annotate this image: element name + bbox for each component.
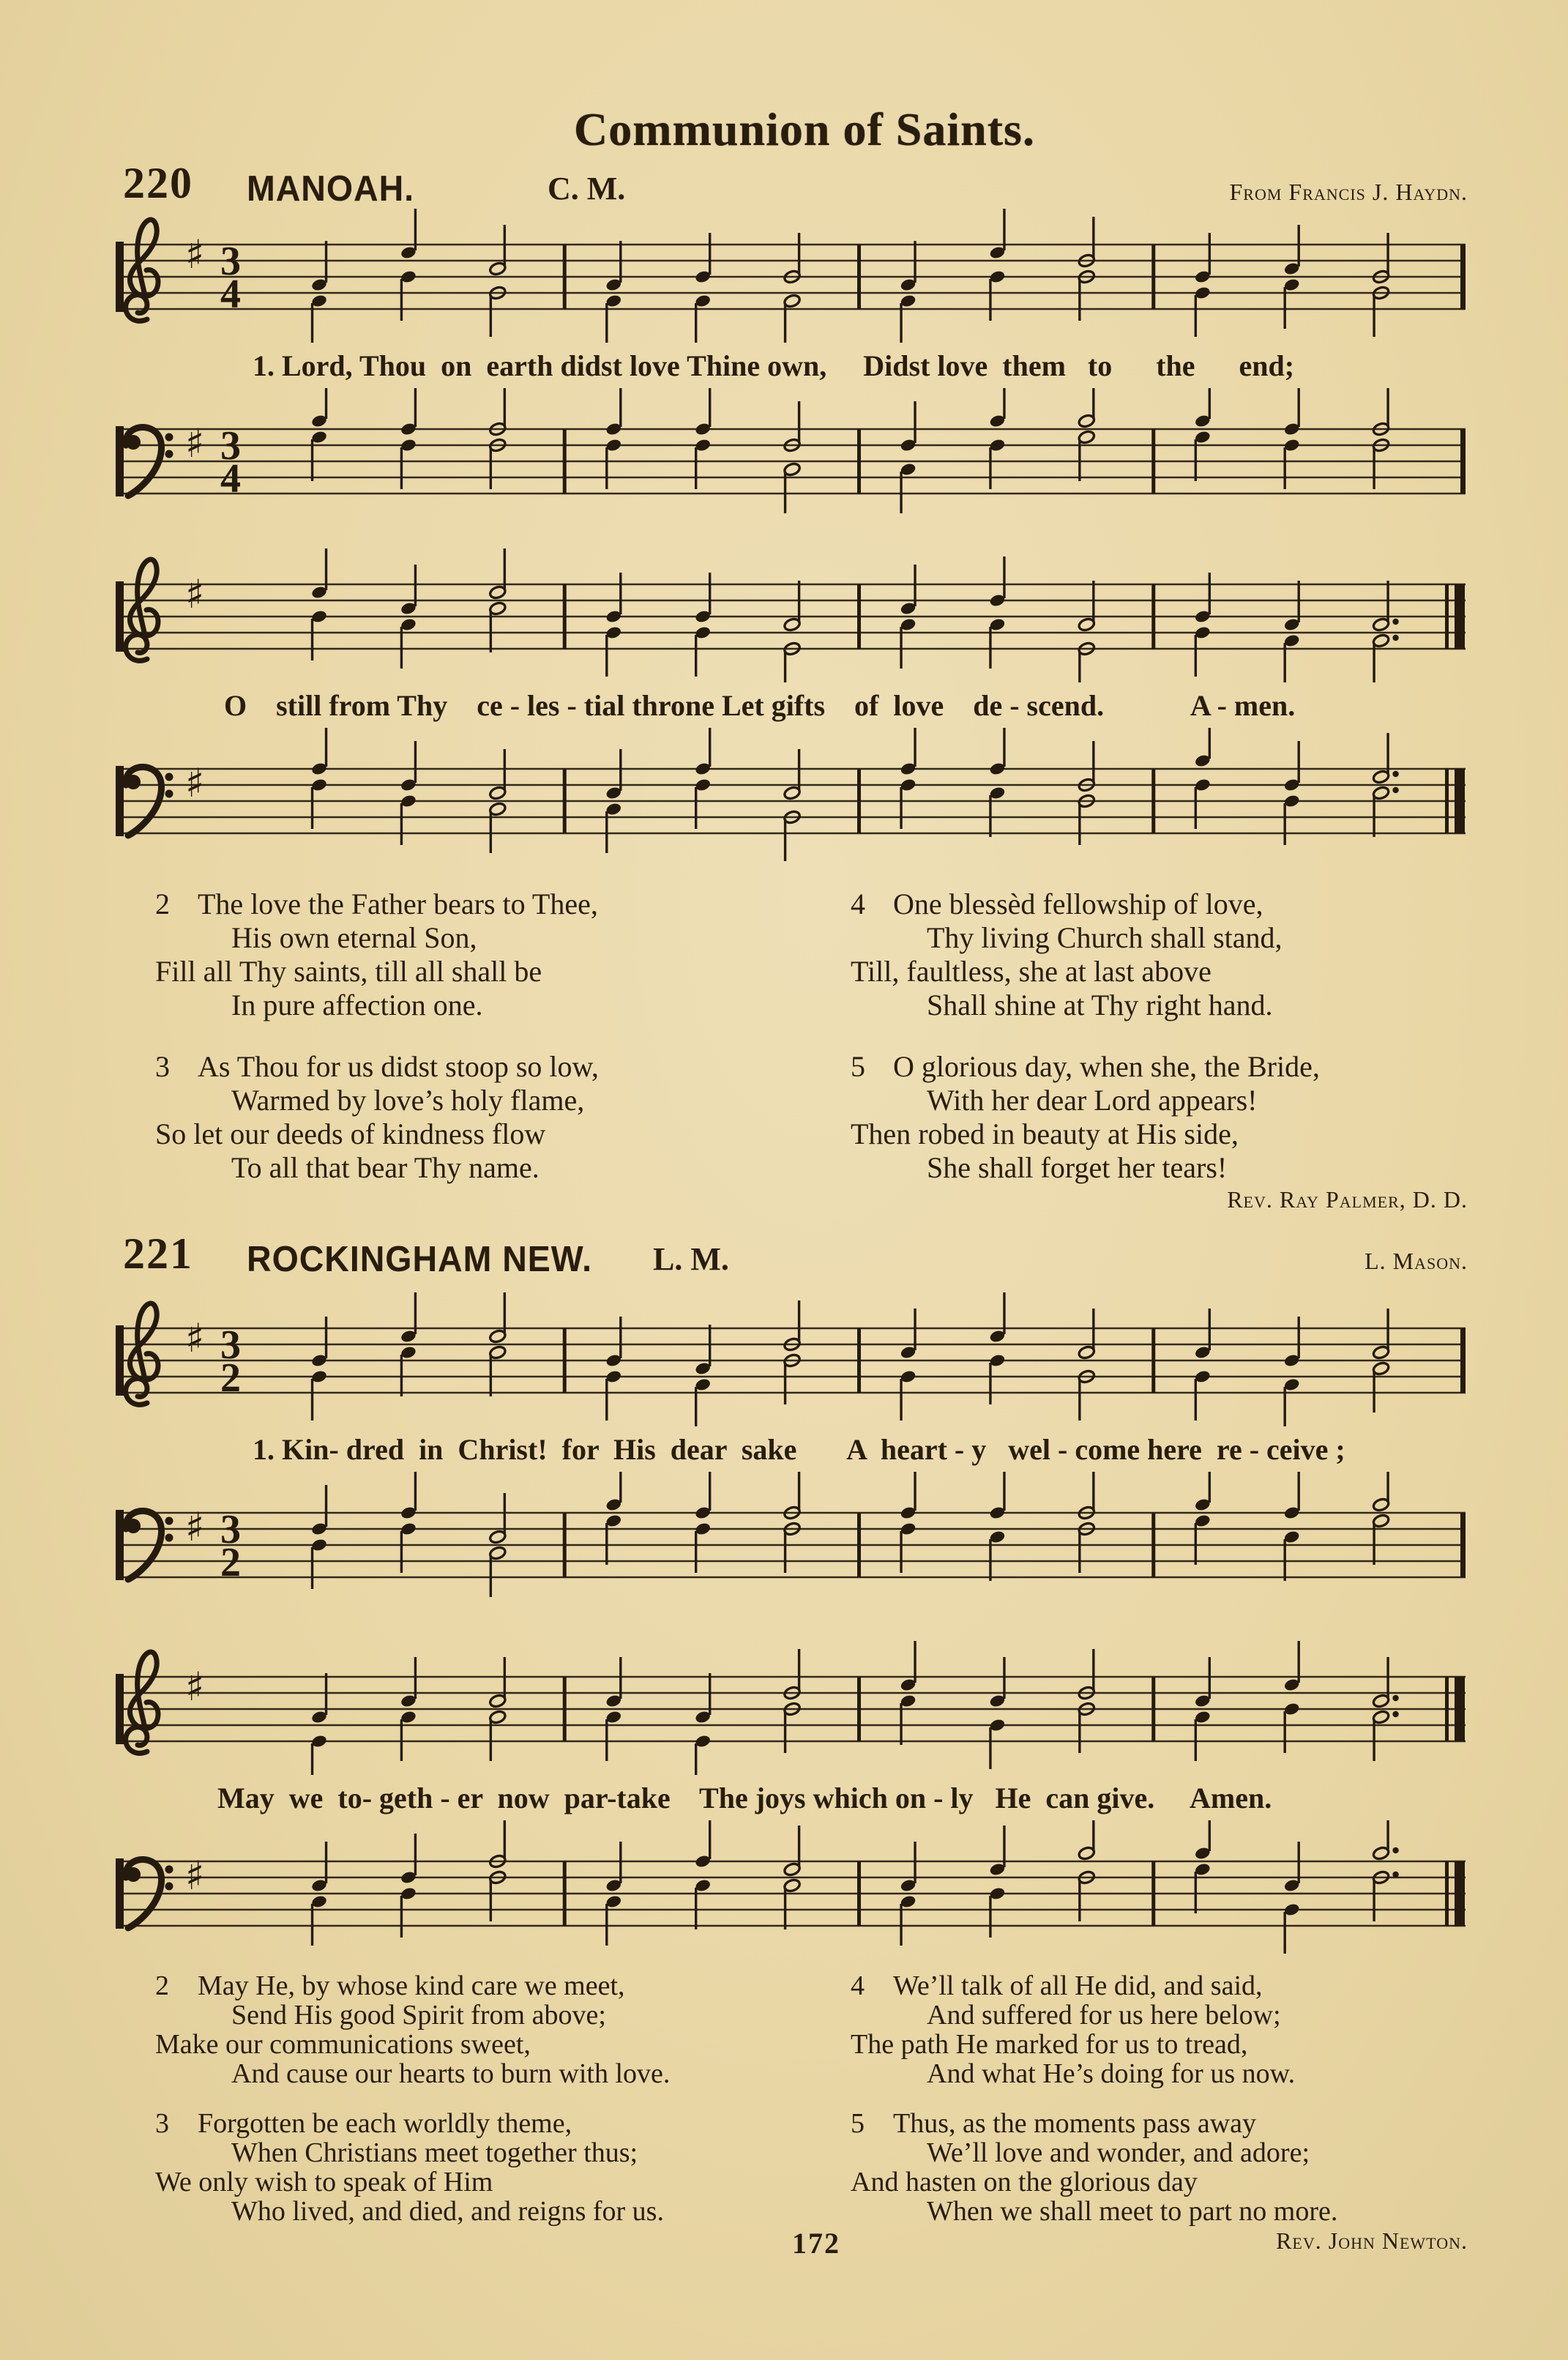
time-signature-bottom: 4 — [220, 272, 241, 317]
system-bracket — [116, 426, 124, 496]
verse-line: Make our communications sweet, — [155, 2029, 531, 2060]
music-staff — [113, 1287, 1470, 1426]
verse-line: Thy living Church shall stand, — [927, 921, 1283, 954]
final-barline — [1445, 1677, 1449, 1741]
sharp-icon: ♯ — [185, 420, 205, 466]
hymn-221-music-line-2 — [113, 1636, 1470, 1959]
lyric-line: May we to- geth - er now par-take The joys which on - ly He can give. Amen. — [217, 1782, 1272, 1814]
final-barline — [1445, 584, 1449, 649]
verse-2 — [155, 1971, 818, 2088]
verse-line: Warmed by love’s holy flame, — [231, 1084, 585, 1117]
final-barline — [1445, 1861, 1449, 1926]
verse-3 — [155, 2109, 818, 2226]
treble-staff — [113, 1636, 1470, 1775]
barline — [857, 245, 861, 309]
treble-staff — [113, 1287, 1470, 1426]
barline — [563, 1328, 567, 1393]
verse-line: She shall forget her tears! — [927, 1151, 1228, 1184]
time-signature-top: 3 — [220, 1507, 241, 1552]
verse-line: May He, by whose kind care we meet, — [198, 1970, 625, 2001]
treble-clef-icon — [126, 559, 158, 660]
hymn-title-220: MANOAH. — [247, 169, 415, 209]
treble-staff — [113, 543, 1470, 682]
system-bracket — [116, 766, 124, 836]
verse-line: In pure affection one. — [231, 989, 483, 1021]
verse-number: 2 — [155, 1970, 169, 2001]
final-barline — [1455, 1677, 1465, 1741]
barline — [563, 584, 567, 649]
bass-staff — [113, 388, 1470, 527]
final-barline — [1455, 584, 1465, 649]
treble-clef-icon — [126, 1303, 158, 1404]
system-bracket — [116, 1674, 124, 1744]
barline — [563, 1861, 567, 1926]
end-barline — [1460, 245, 1466, 309]
sharp-icon: ♯ — [185, 231, 205, 278]
hymn-220-verses-right — [851, 887, 1513, 1213]
page-number: 172 — [792, 2227, 840, 2260]
verse-line: And hasten on the glorious day — [851, 2167, 1198, 2197]
verse-line: Shall shine at Thy right hand. — [927, 989, 1273, 1021]
verse-line: We’ll talk of all He did, and said, — [893, 1970, 1263, 2001]
system-bracket — [116, 1858, 124, 1929]
verse-number: 3 — [155, 2108, 169, 2139]
verse-5 — [851, 1050, 1513, 1185]
end-barline — [1460, 1513, 1466, 1577]
sharp-icon: ♯ — [185, 571, 205, 617]
barline — [1151, 584, 1155, 649]
system-bracket — [116, 1325, 124, 1396]
verse-number: 4 — [851, 887, 865, 920]
verse-line: The love the Father bears to Thee, — [198, 887, 598, 920]
verse-line: When Christians meet together thus; — [231, 2137, 638, 2168]
time-signature-bottom: 2 — [220, 1540, 241, 1585]
verse-line: And suffered for us here below; — [927, 2000, 1281, 2030]
lyric-line: 1. Lord, Thou on earth didst love Thine own, Didst love them to the end; — [253, 349, 1295, 382]
barline — [1151, 1677, 1155, 1741]
verse-line: To all that bear Thy name. — [231, 1151, 540, 1184]
music-staff — [113, 1636, 1470, 1775]
barline — [1151, 245, 1155, 309]
hymn-credit-221: L. Mason. — [1364, 1248, 1468, 1274]
time-signature-bottom: 2 — [220, 1355, 241, 1401]
hymn-220-music-line-1 — [113, 204, 1470, 527]
sharp-icon: ♯ — [185, 1315, 205, 1361]
verse-3 — [155, 1050, 818, 1185]
verse-5 — [851, 2109, 1513, 2226]
verse-number: 5 — [851, 1050, 865, 1083]
barline — [1151, 1328, 1155, 1393]
time-signature-top: 3 — [220, 423, 241, 469]
barline — [1151, 429, 1155, 494]
system-bracket — [116, 242, 124, 312]
barline — [563, 769, 567, 833]
verse-line: Who lived, and died, and reigns for us. — [231, 2196, 664, 2227]
barline — [857, 584, 861, 649]
bass-staff — [113, 1472, 1470, 1611]
verse-4 — [851, 887, 1513, 1022]
barline — [563, 1677, 567, 1741]
music-staff — [113, 543, 1470, 682]
time-signature-top: 3 — [220, 1322, 241, 1368]
verse-line: With her dear Lord appears! — [927, 1084, 1258, 1117]
barline — [1151, 1861, 1155, 1926]
verse-line: As Thou for us didst stoop so low, — [198, 1050, 599, 1083]
barline — [857, 1677, 861, 1741]
hymn-221-verses-left — [155, 1971, 818, 2247]
barline — [563, 1513, 567, 1577]
verse-number: 4 — [851, 1970, 865, 2001]
treble-clef-icon — [126, 220, 158, 321]
barline — [857, 769, 861, 833]
verse-line: One blessèd fellowship of love, — [893, 887, 1263, 920]
hymn-meter-220: C. M. — [548, 171, 626, 206]
verse-line: When we shall meet to part no more. — [927, 2196, 1338, 2227]
verse-number: 2 — [155, 887, 170, 920]
verse-line: His own eternal Son, — [231, 921, 477, 954]
hymn-title-221: ROCKINGHAM NEW. — [247, 1240, 592, 1279]
verse-line: Thus, as the moments pass away — [893, 2108, 1257, 2139]
page-header: Communion of Saints. — [574, 103, 1035, 155]
verse-line: Till, faultless, she at last above — [851, 955, 1212, 988]
treble-staff — [113, 204, 1470, 343]
hymn-220-music-line-2 — [113, 543, 1470, 867]
verse-line: We’ll love and wonder, and adore; — [927, 2137, 1310, 2168]
barline — [857, 429, 861, 494]
lyric-line: 1. Kin- dred in Christ! for His dear sake A heart - y wel - come here re - ceive ; — [253, 1433, 1345, 1466]
hymn-number-221: 221 — [123, 1229, 193, 1278]
verse-line: Then robed in beauty at His side, — [851, 1117, 1239, 1150]
final-barline — [1455, 769, 1465, 833]
verse-number: 3 — [155, 1050, 170, 1083]
barline — [1151, 769, 1155, 833]
hymn-author-221: Rev. John Newton. — [1276, 2227, 1468, 2254]
verse-line: So let our deeds of kindness flow — [155, 1117, 546, 1150]
hymn-221-music-line-1 — [113, 1287, 1470, 1611]
verse-2 — [155, 887, 818, 1022]
barline — [857, 1513, 861, 1577]
verse-line: And what He’s doing for us now. — [927, 2058, 1296, 2089]
sharp-icon: ♯ — [185, 1664, 205, 1710]
bass-staff — [113, 728, 1470, 867]
barline — [563, 245, 567, 309]
time-signature-bottom: 4 — [220, 456, 241, 502]
hymn-meter-221: L. M. — [653, 1241, 729, 1277]
music-staff — [113, 1820, 1470, 1959]
barline — [1151, 1513, 1155, 1577]
music-staff — [113, 204, 1470, 343]
music-staff — [113, 1472, 1470, 1611]
treble-clef-icon — [126, 1652, 158, 1753]
verse-line: O glorious day, when she, the Bride, — [893, 1050, 1320, 1083]
system-bracket — [116, 581, 124, 652]
final-barline — [1455, 1861, 1465, 1926]
system-bracket — [116, 1510, 124, 1580]
hymn-221-verses-right — [851, 1971, 1513, 2247]
music-staff — [113, 728, 1470, 867]
time-signature-top: 3 — [220, 239, 241, 284]
final-barline — [1445, 769, 1449, 833]
verse-line: Send His good Spirit from above; — [231, 2000, 606, 2030]
verse-4 — [851, 1971, 1513, 2088]
hymn-number-220: 220 — [123, 159, 193, 207]
hymn-credit-220: From Francis J. Haydn. — [1229, 179, 1468, 205]
hymn-author-220: Rev. Ray Palmer, D. D. — [1227, 1186, 1468, 1213]
verse-line: We only wish to speak of Him — [155, 2167, 493, 2197]
barline — [857, 1861, 861, 1926]
music-staff — [113, 388, 1470, 527]
end-barline — [1460, 429, 1466, 494]
bass-staff — [113, 1820, 1470, 1959]
sharp-icon: ♯ — [185, 760, 205, 806]
lyric-line: O still from Thy ce - les - tial throne Let gifts of love de - scend. A - men. — [224, 689, 1296, 722]
barline — [563, 429, 567, 494]
sharp-icon: ♯ — [185, 1853, 205, 1899]
hymn-220-verses-left — [155, 887, 818, 1213]
verse-number: 5 — [851, 2108, 865, 2139]
verse-line: And cause our hearts to burn with love. — [231, 2058, 671, 2089]
barline — [857, 1328, 861, 1393]
end-barline — [1460, 1328, 1466, 1393]
verse-line: The path He marked for us to tread, — [851, 2029, 1248, 2060]
verse-line: Fill all Thy saints, till all shall be — [155, 955, 542, 988]
verse-line: Forgotten be each worldly theme, — [198, 2108, 572, 2139]
sharp-icon: ♯ — [185, 1504, 205, 1550]
